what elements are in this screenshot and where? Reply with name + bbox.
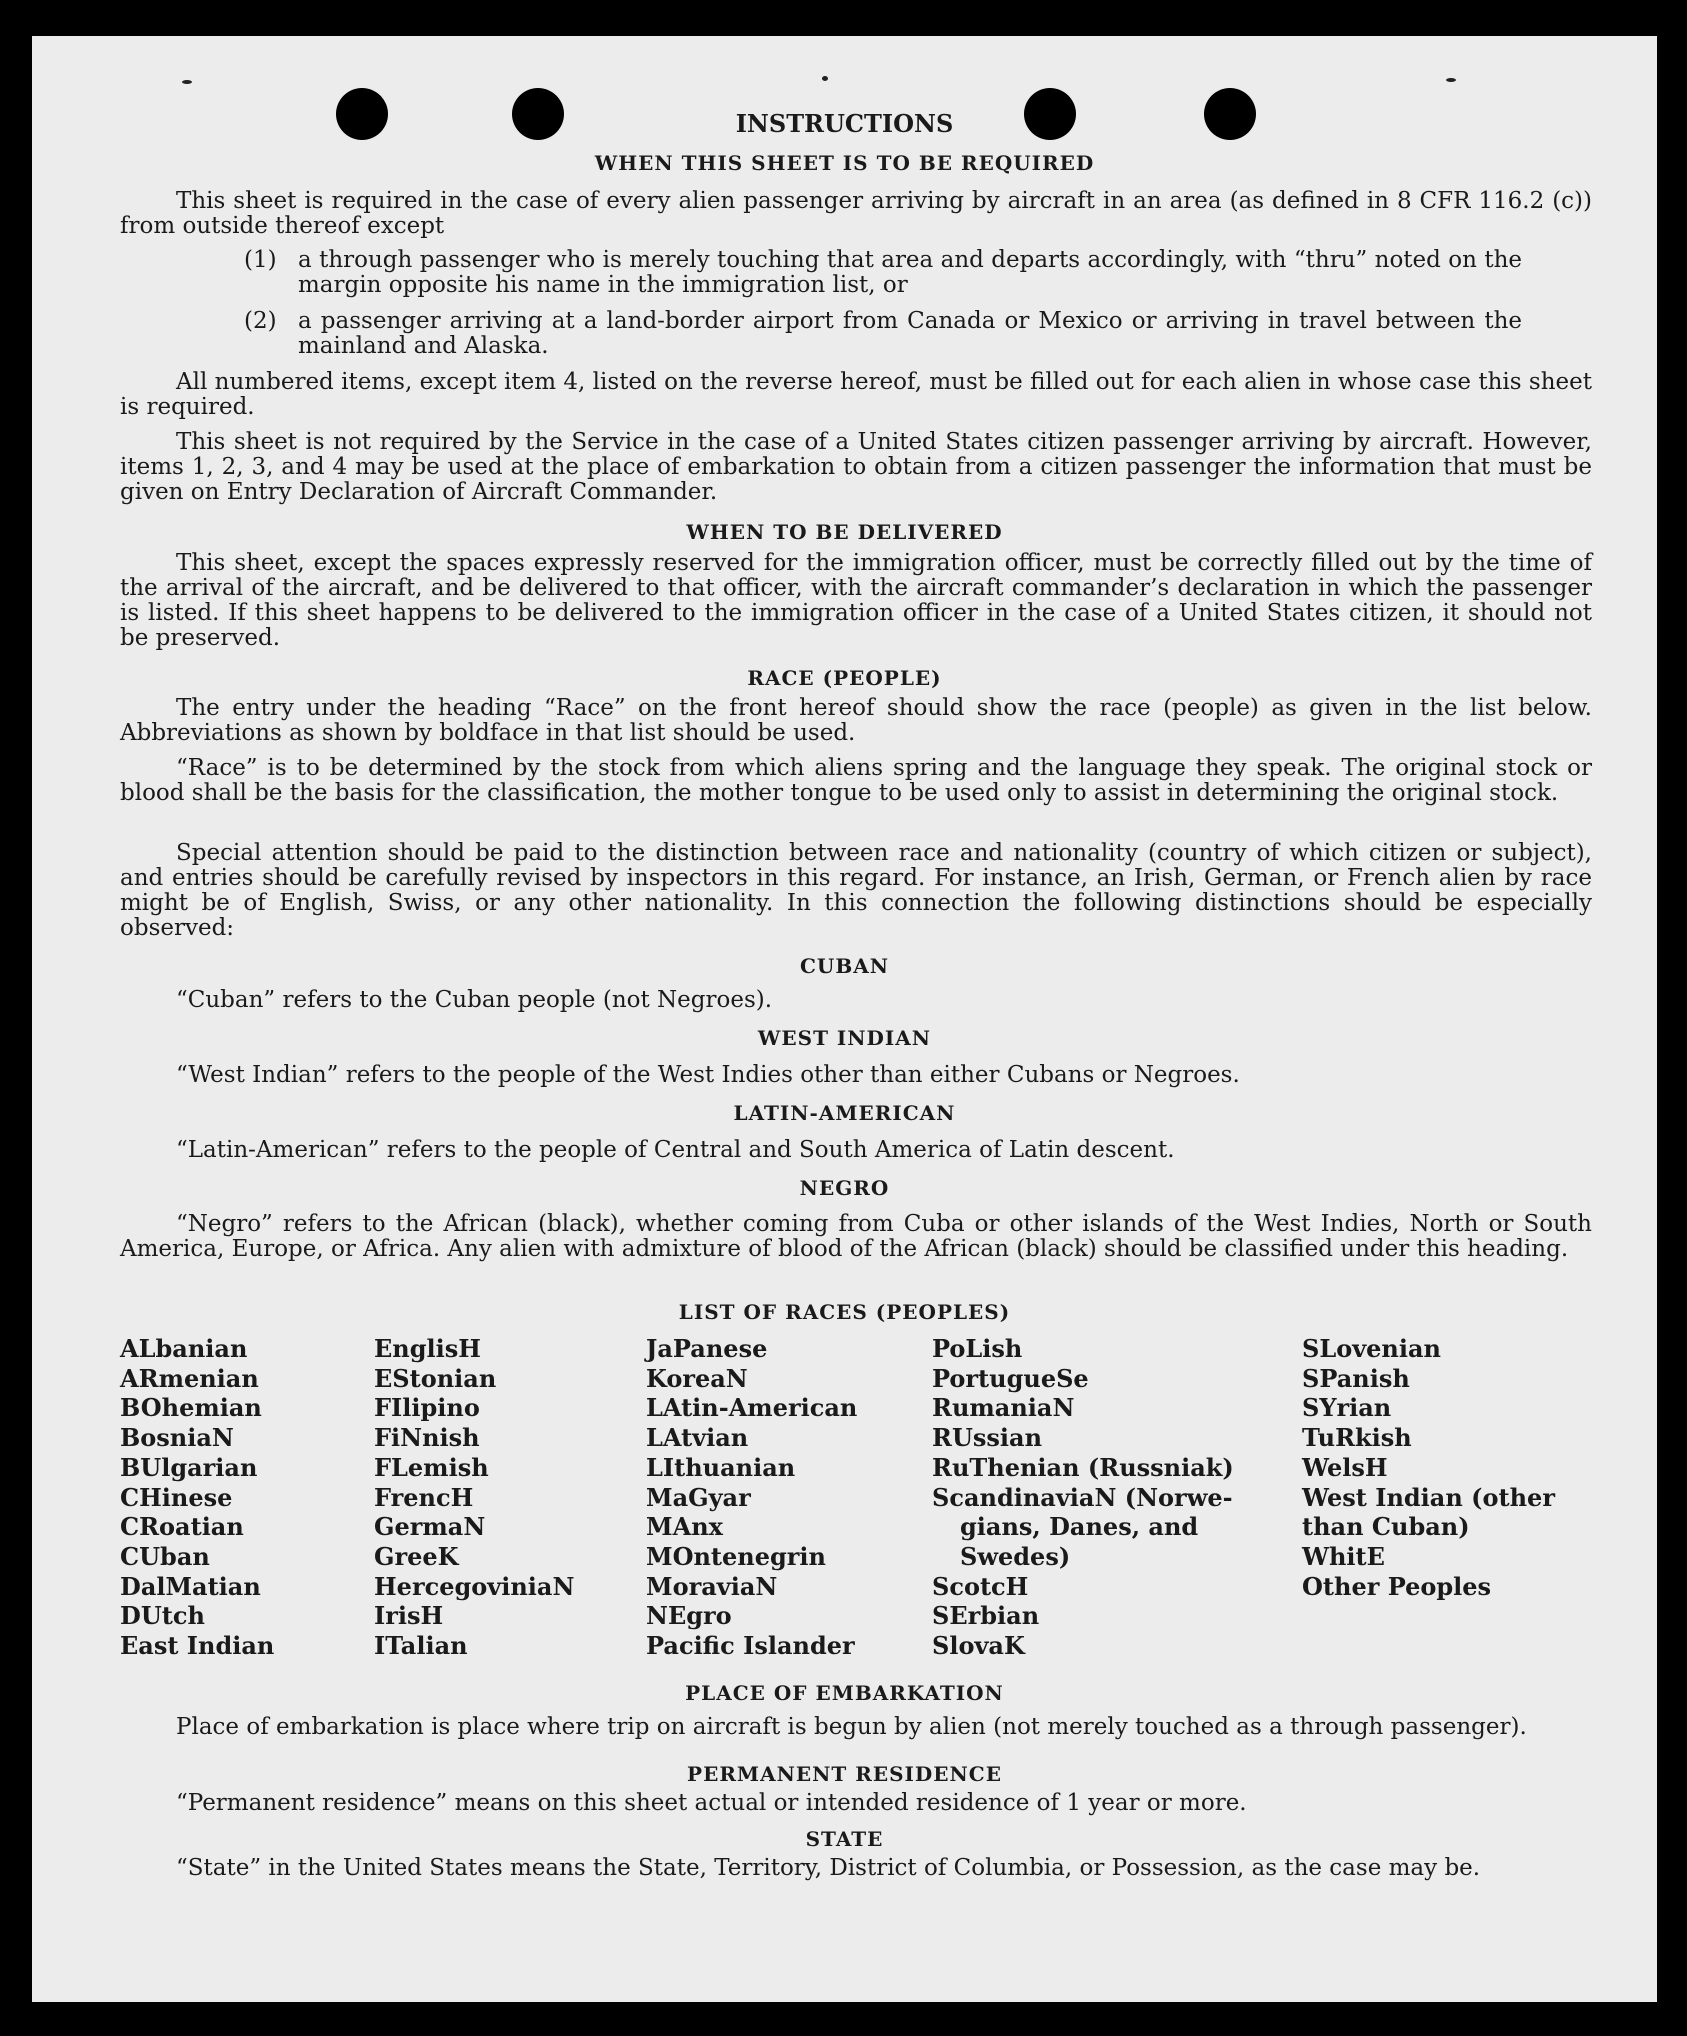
section-heading-embarkation: PLACE OF EMBARKATION: [685, 1681, 1004, 1705]
race-entry: KoreaN: [646, 1363, 748, 1393]
race-entry: DUtch: [120, 1601, 205, 1631]
race-entry: ALbanian: [120, 1334, 248, 1363]
scan-speck: [182, 80, 192, 84]
race-entry: BUlgarian: [120, 1452, 258, 1482]
section-heading-race: RACE (PEOPLE): [747, 666, 942, 690]
section-heading-residence: PERMANENT RESIDENCE: [687, 1762, 1002, 1786]
race-entry-continuation: than Cuban): [1302, 1512, 1470, 1542]
exception-number: (2): [244, 308, 277, 334]
races-column-3: [646, 1334, 906, 1661]
race-entry: FrencH: [374, 1482, 474, 1512]
race-entry: JaPanese: [646, 1334, 768, 1363]
section-heading-cuban: CUBAN: [799, 954, 890, 978]
race-entry: BosniaN: [120, 1423, 234, 1453]
race-entry: FiNnish: [374, 1423, 480, 1453]
race-entry: EnglisH: [374, 1334, 481, 1363]
race-entry: ITalian: [374, 1631, 468, 1661]
race-entry: SErbian: [932, 1601, 1040, 1631]
race-entry: PortugueSe: [932, 1363, 1089, 1393]
negro-text: “Negro” refers to the African (black), whether coming from Cuba or other islands of the West Indies, North or South America, Europe, or Africa. Any alien with admixture of blood of the African (black) should be classified under this heading.: [120, 1211, 1592, 1262]
race-entry: MoraviaN: [646, 1571, 778, 1601]
state-text: “State” in the United States means the State, Territory, District of Columbia, or Possession, as the case may be.: [176, 1855, 1481, 1881]
race-entry: SlovaK: [932, 1631, 1025, 1661]
west-indian-text: “West Indian” refers to the people of the West Indies other than either Cubans or Negroes.: [176, 1062, 1240, 1088]
race-entry: BOhemian: [120, 1393, 262, 1423]
race-entry: LIthuanian: [646, 1452, 796, 1482]
race-entry: CUban: [120, 1541, 210, 1571]
race-entry: HercegoviniaN: [374, 1571, 575, 1601]
section-heading-races-list: LIST OF RACES (PEOPLES): [678, 1300, 1011, 1324]
race-entry-continuation: Swedes): [960, 1541, 1071, 1571]
page-title: INSTRUCTIONS: [735, 109, 954, 138]
race-para-3: Special attention should be paid to the distinction between race and nationality (country of which citizen or subject), and entries should be carefully revised by inspectors in this regard. For instance, an Irish, German, or French alien by race might be of English, Swiss, or any other nationality. In this connection the following distinctions should be especially observed:: [120, 840, 1592, 941]
race-entry: RumaniaN: [932, 1393, 1075, 1423]
race-entry: MaGyar: [646, 1482, 751, 1512]
race-entry: CRoatian: [120, 1512, 244, 1542]
section-heading-required: WHEN THIS SHEET IS TO BE REQUIRED: [594, 151, 1095, 175]
race-entry: FLemish: [374, 1452, 489, 1482]
race-entry: MOntenegrin: [646, 1541, 826, 1571]
race-entry: ARmenian: [120, 1363, 259, 1393]
section-heading-negro: NEGRO: [799, 1176, 890, 1200]
race-entry: West Indian (other: [1302, 1482, 1555, 1512]
delivered-text: This sheet, except the spaces expressly reserved for the immigration officer, must be correctly filled out by the time of the arrival of the aircraft, and be delivered to that officer, with the aircraft commander’s declaration in which the passenger is listed. If this sheet happens to be delivered to the immigration officer in the case of a United States citizen, it should not be preserved.: [120, 550, 1592, 651]
race-entry: Other Peoples: [1302, 1571, 1492, 1601]
races-column-2: [374, 1334, 614, 1661]
scan-speck: [1446, 78, 1456, 82]
race-entry: RUssian: [932, 1423, 1043, 1453]
race-entry: LAtvian: [646, 1423, 749, 1453]
instruction-sheet: [32, 36, 1657, 2002]
race-entry: Pacific Islander: [646, 1631, 855, 1661]
races-column-5: [1302, 1334, 1592, 1601]
race-entry: TuRkish: [1302, 1423, 1412, 1453]
embarkation-text: Place of embarkation is place where trip on aircraft is begun by alien (not merely touched as a through passenger).: [176, 1714, 1527, 1740]
section-heading-latin-american: LATIN-AMERICAN: [733, 1101, 956, 1125]
exception-number: (1): [244, 247, 277, 273]
race-entry: WelsH: [1302, 1452, 1388, 1482]
race-entry: WhitE: [1302, 1541, 1385, 1571]
race-entry: CHinese: [120, 1482, 233, 1512]
race-entry: SLovenian: [1302, 1334, 1441, 1363]
required-para-3: This sheet is not required by the Service in the case of a United States citizen passenger arriving by aircraft. However, items 1, 2, 3, and 4 may be used at the place of embarkation to obtain from a citizen passenger the information that must be given on Entry Declaration of Aircraft Commander.: [120, 429, 1592, 505]
section-heading-west-indian: WEST INDIAN: [757, 1026, 932, 1050]
race-entry: SYrian: [1302, 1393, 1392, 1423]
race-entry: FIlipino: [374, 1393, 480, 1423]
cuban-text: “Cuban” refers to the Cuban people (not Negroes).: [176, 987, 773, 1013]
race-entry: DalMatian: [120, 1571, 261, 1601]
section-heading-delivered: WHEN TO BE DELIVERED: [686, 520, 1003, 544]
exception-text: a passenger arriving at a land-border airport from Canada or Mexico or arriving in travel between the mainland and Alaska.: [298, 308, 1522, 359]
race-para-1: The entry under the heading “Race” on the front hereof should show the race (people) as given in the list below. Abbreviations as shown by boldface in that list should be used.: [120, 695, 1592, 746]
race-entry: LAtin-American: [646, 1393, 858, 1423]
scan-speck: [822, 76, 828, 81]
race-entry: GermaN: [374, 1512, 486, 1542]
residence-text: “Permanent residence” means on this sheet actual or intended residence of 1 year or more.: [176, 1790, 1247, 1816]
race-entry-continuation: gians, Danes, and: [960, 1512, 1199, 1542]
race-entry: ScandinaviaN (Norwe-: [932, 1482, 1233, 1512]
race-entry: NEgro: [646, 1601, 732, 1631]
latin-american-text: “Latin-American” refers to the people of Central and South America of Latin descent.: [176, 1137, 1175, 1163]
section-heading-state: STATE: [805, 1827, 884, 1851]
race-entry: PoLish: [932, 1334, 1023, 1363]
required-intro: This sheet is required in the case of every alien passenger arriving by aircraft in an area (as defined in 8 CFR 116.2 (c)) from outside thereof except: [120, 188, 1592, 239]
race-para-2: “Race” is to be determined by the stock from which aliens spring and the language they speak. The original stock or blood shall be the basis for the classification, the mother tongue to be used only to assist in determining the original stock.: [120, 755, 1592, 806]
race-entry: IrisH: [374, 1601, 444, 1631]
races-column-4: [932, 1334, 1252, 1661]
race-entry: East Indian: [120, 1631, 275, 1661]
race-entry: RuThenian (Russniak): [932, 1452, 1234, 1482]
race-entry: MAnx: [646, 1512, 723, 1542]
race-entry: EStonian: [374, 1363, 497, 1393]
exception-text: a through passenger who is merely touching that area and departs accordingly, with “thru” noted on the margin opposite his name in the immigration list, or: [298, 247, 1522, 298]
races-column-1: [120, 1334, 350, 1661]
race-entry: SPanish: [1302, 1363, 1410, 1393]
race-entry: ScotcH: [932, 1571, 1029, 1601]
required-para-2: All numbered items, except item 4, listed on the reverse hereof, must be filled out for each alien in whose case this sheet is required.: [120, 369, 1592, 420]
race-entry: GreeK: [374, 1541, 459, 1571]
